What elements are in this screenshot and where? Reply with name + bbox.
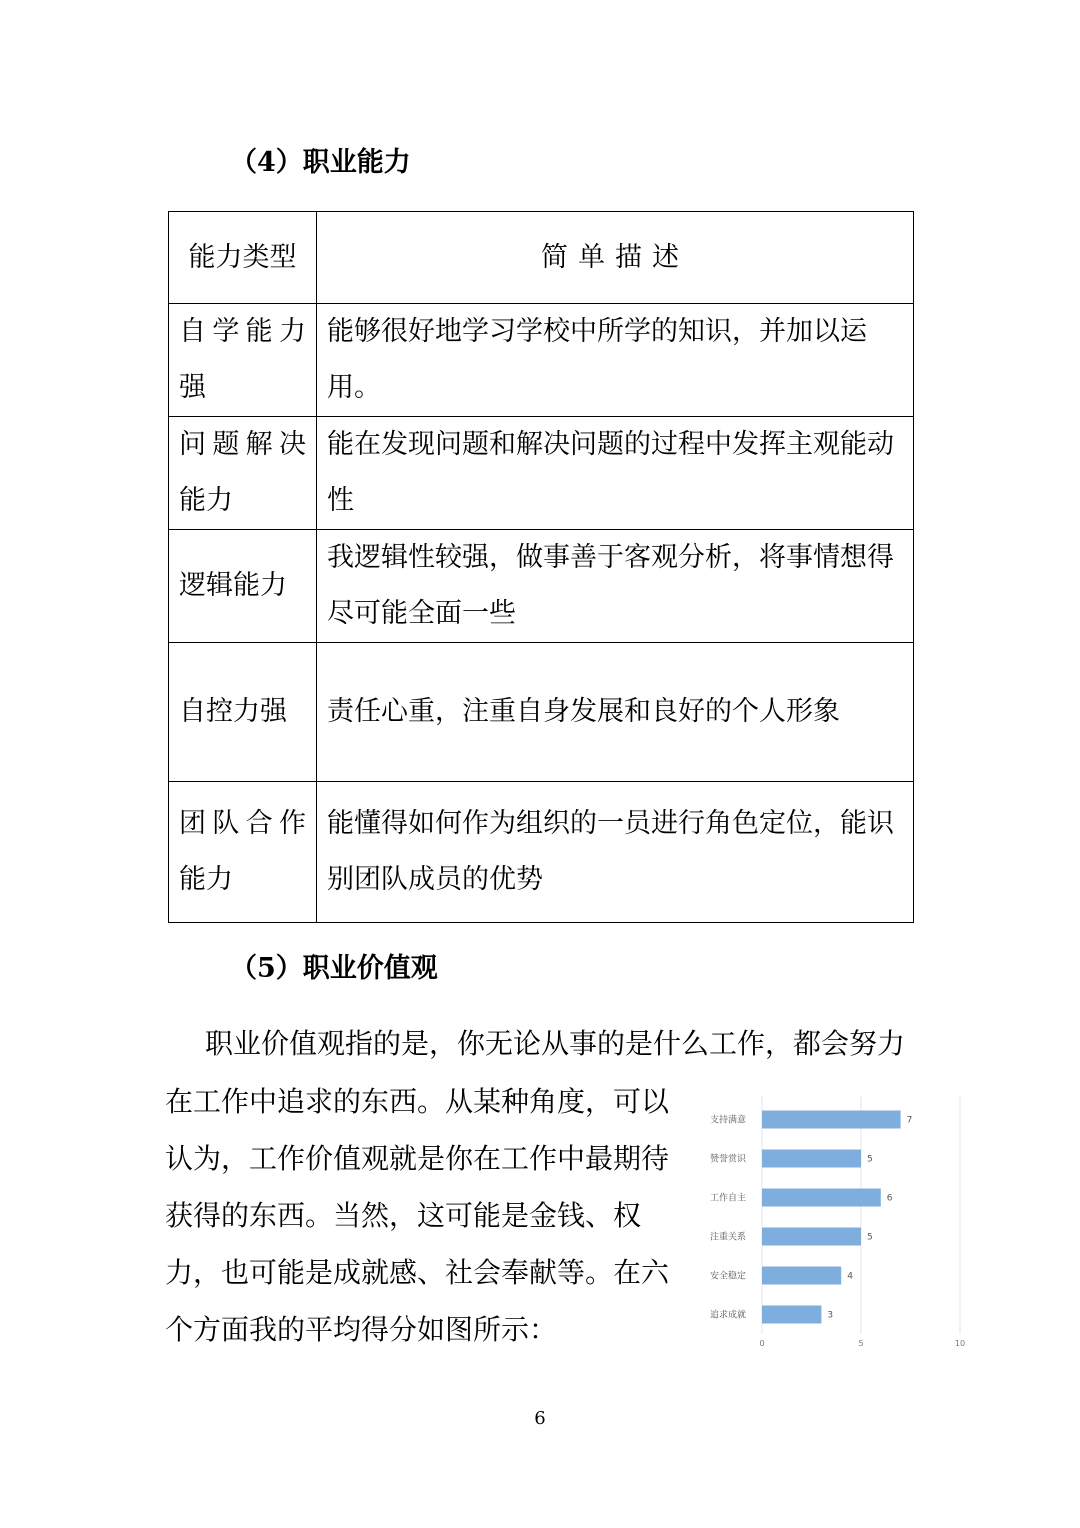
chart-x-tick-label: 10 (954, 1339, 966, 1348)
values-paragraph-rest: 在工作中追求的东西。从某种角度，可以认为，工作价值观就是你在工作中最期待获得的东西。当然，这可能是金钱、权力，也可能是成就感、社会奉献等。在六个方面我的平均得分如图所示： (165, 1085, 670, 1346)
ability-desc-cell: 能在发现问题和解决问题的过程中发挥主观能动性 (317, 417, 914, 530)
chart-category-label: 支持满意 (709, 1115, 746, 1126)
values-bar-chart (698, 1090, 968, 1350)
ability-type-cell: 自控力强 (169, 643, 317, 782)
ability-desc-cell: 我逻辑性较强，做事善于客观分析，将事情想得尽可能全面一些 (317, 530, 914, 643)
chart-bar (762, 1111, 901, 1129)
table-row (169, 782, 914, 923)
chart-category-label: 赞誉赏识 (709, 1154, 746, 1165)
section-heading-values: （5）职业价值观 (230, 953, 438, 984)
table-header-row (169, 212, 914, 304)
header-ability-type: 能力类型 (169, 212, 317, 304)
chart-bar (762, 1189, 881, 1207)
page-number: 6 (534, 1408, 546, 1429)
ability-type-cell: 自学能力强 (169, 304, 317, 417)
chart-value-label: 3 (827, 1310, 834, 1321)
section-heading-ability: （4）职业能力 (230, 147, 411, 178)
ability-type-cell: 逻辑能力 (169, 530, 317, 643)
chart-category-label: 安全稳定 (709, 1271, 746, 1282)
chart-value-label: 5 (867, 1154, 873, 1165)
chart-x-tick-label: 0 (759, 1339, 765, 1348)
header-description: 简单描述 (317, 212, 914, 304)
table-row (169, 304, 914, 417)
chart-value-label: 7 (906, 1115, 913, 1126)
chart-bar (762, 1306, 821, 1324)
ability-desc-cell: 责任心重，注重自身发展和良好的个人形象 (317, 643, 914, 782)
chart-category-label: 注重关系 (709, 1232, 746, 1243)
chart-category-label: 追求成就 (709, 1310, 746, 1321)
chart-x-tick-label: 5 (858, 1339, 864, 1348)
chart-value-label: 5 (867, 1232, 873, 1243)
chart-bar (762, 1150, 861, 1168)
table-row (169, 530, 914, 643)
ability-table (168, 211, 914, 923)
table-row (169, 643, 914, 782)
chart-value-label: 4 (847, 1271, 853, 1282)
ability-type-cell: 团队合作能力 (169, 782, 317, 923)
chart-category-label: 工作自主 (709, 1193, 746, 1204)
table-row (169, 417, 914, 530)
chart-bar (762, 1228, 861, 1246)
chart-bar (762, 1267, 841, 1285)
ability-type-cell: 问题解决能力 (169, 417, 317, 530)
values-paragraph-first-line: 职业价值观指的是，你无论从事的是什么工作，都会努力 (205, 1027, 906, 1060)
ability-desc-cell: 能够很好地学习学校中所学的知识，并加以运用。 (317, 304, 914, 417)
ability-desc-cell: 能懂得如何作为组织的一员进行角色定位，能识别团队成员的优势 (317, 782, 914, 923)
chart-value-label: 6 (886, 1193, 893, 1204)
